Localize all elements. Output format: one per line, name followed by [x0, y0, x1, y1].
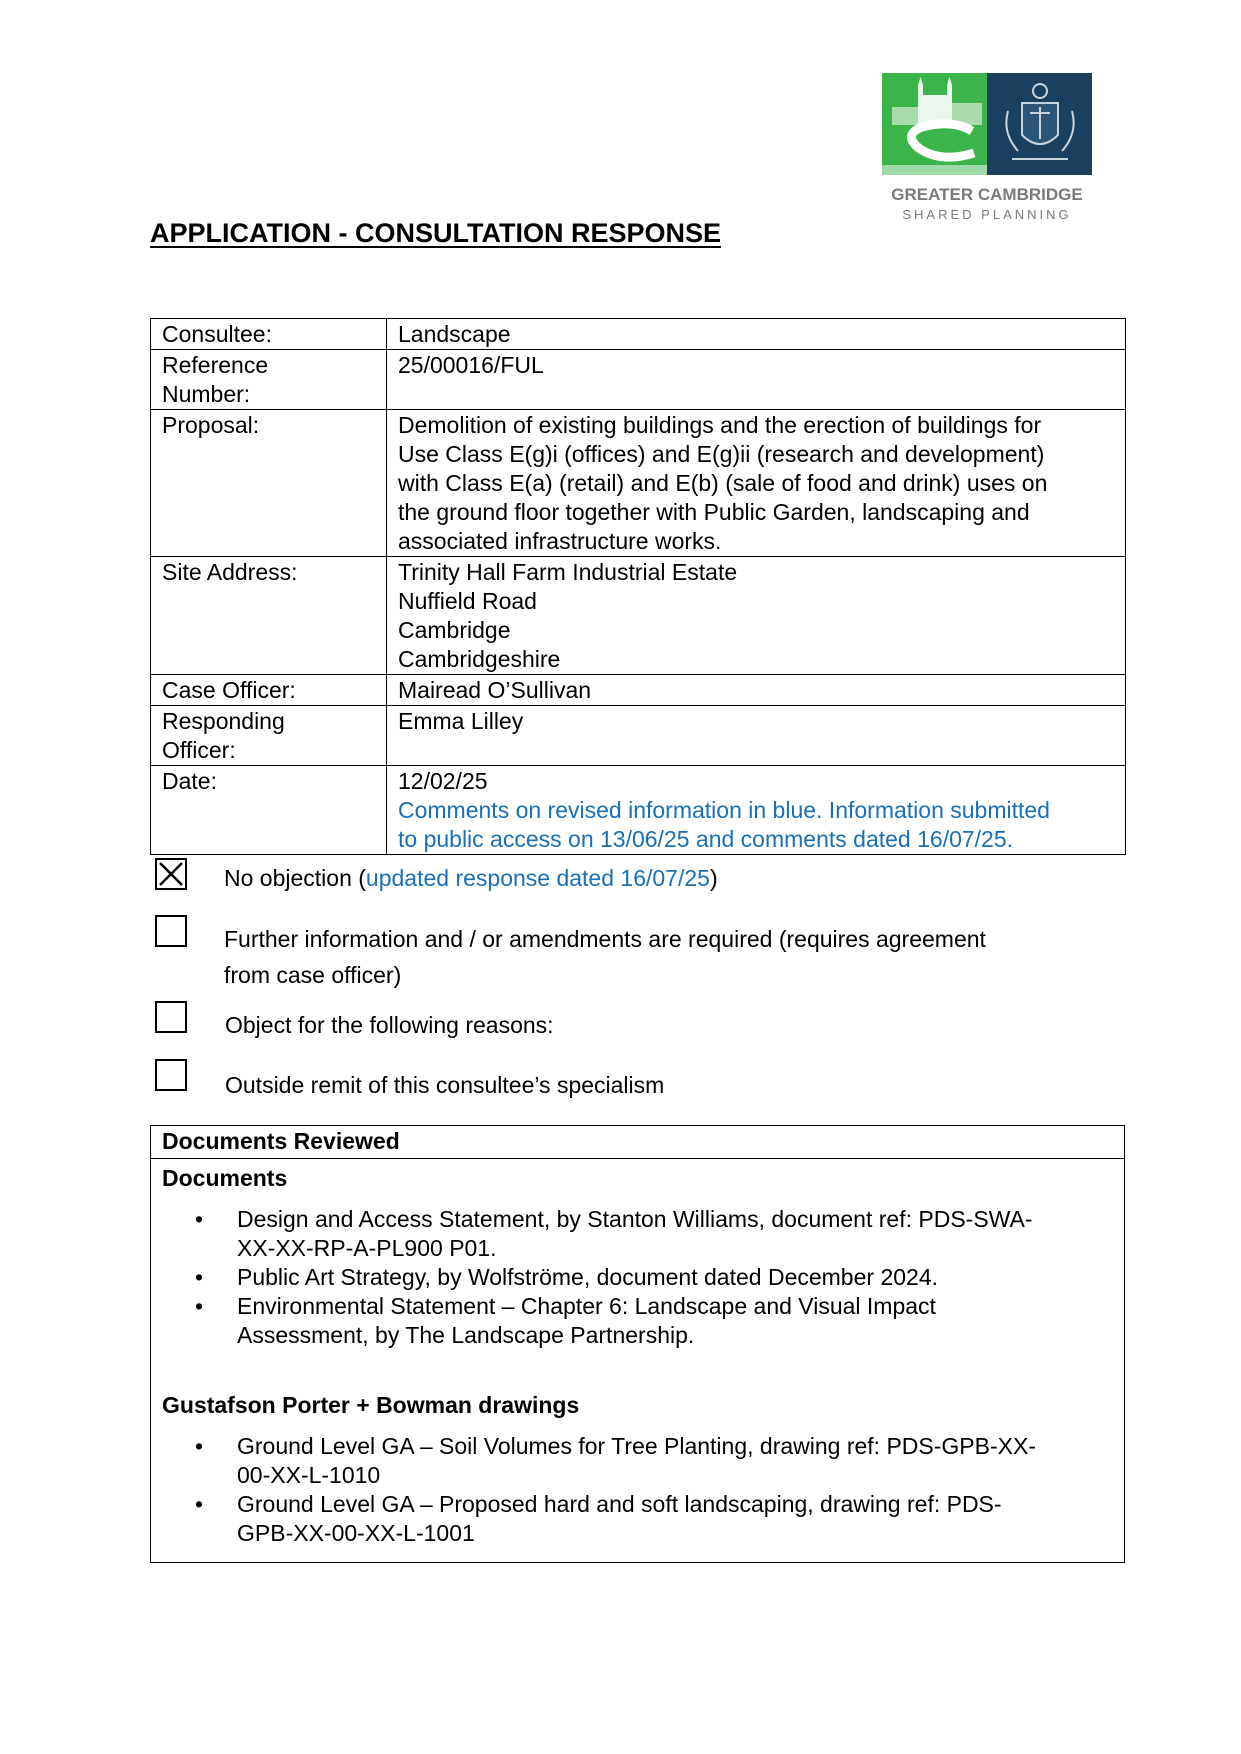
row-value: Demolition of existing buildings and the erection of buildings for Use Class E(g)i (offices) and E(g)ii (research and development) with Class E(a) (retail) and E(b) (sale of food and drink) uses on the ground floor together with Public Garden, landscaping and associated infrastructure works. — [387, 410, 1126, 557]
logo-org-subtitle: SHARED PLANNING — [902, 207, 1072, 222]
list-item: • Environmental Statement – Chapter 6: Landscape and Visual Impact Assessment, by The Landscape Partnership. — [195, 1293, 936, 1348]
drawings-subheading: Gustafson Porter + Bowman drawings — [162, 1392, 580, 1418]
row-value: Trinity Hall Farm Industrial Estate Nuffield Road Cambridge Cambridgeshire — [387, 557, 1126, 675]
row-value: Emma Lilley — [387, 706, 1126, 766]
row-label: Reference Number: — [151, 350, 387, 410]
logo-org-name: GREATER CAMBRIDGE — [891, 185, 1083, 204]
table-row — [151, 319, 1126, 350]
further-info-checkbox[interactable] — [155, 915, 187, 947]
row-label: Proposal: — [151, 410, 387, 557]
revision-note: to public access on 13/06/25 and comments dated 16/07/25. — [398, 826, 1014, 852]
row-label: Site Address: — [151, 557, 387, 675]
consultation-info-table — [150, 318, 1126, 855]
logo-emblem-icon — [882, 73, 1092, 175]
table-row — [151, 410, 1126, 557]
list-item: • Design and Access Statement, by Stanton Williams, document ref: PDS-SWA- XX-XX-RP-A-PL900 P01. — [195, 1206, 1033, 1261]
organisation-logo — [882, 73, 1092, 222]
documents-subheading: Documents — [162, 1165, 288, 1191]
row-label: Case Officer: — [151, 675, 387, 706]
table-row — [151, 350, 1126, 410]
table-row — [151, 766, 1126, 855]
row-label: Date: — [151, 766, 387, 855]
row-label: Consultee: — [151, 319, 387, 350]
drawings-list — [162, 1432, 1113, 1548]
documents-reviewed-heading: Documents Reviewed — [151, 1126, 1124, 1159]
list-item: • Ground Level GA – Proposed hard and soft landscaping, drawing ref: PDS- GPB-XX-00-XX-L-1001 — [195, 1491, 1002, 1546]
table-row — [151, 706, 1126, 766]
page-title: APPLICATION - CONSULTATION RESPONSE — [150, 218, 722, 248]
documents-list — [162, 1205, 1113, 1350]
table-row — [151, 675, 1126, 706]
row-value: Landscape — [387, 319, 1126, 350]
checked-cross-icon — [157, 860, 185, 888]
list-item: • Ground Level GA – Soil Volumes for Tree Planting, drawing ref: PDS-GPB-XX- 00-XX-L-1010 — [195, 1433, 1036, 1488]
updated-response-note: updated response dated 16/07/25 — [365, 865, 710, 891]
row-value: 25/00016/FUL — [387, 350, 1126, 410]
outside-remit-checkbox[interactable] — [155, 1059, 187, 1091]
revision-note: Comments on revised information in blue. Information submitted — [398, 797, 1050, 823]
no-objection-checkbox[interactable] — [155, 858, 187, 890]
row-label: Responding Officer: — [151, 706, 387, 766]
row-value: Mairead O’Sullivan — [387, 675, 1126, 706]
list-item: • Public Art Strategy, by Wolfströme, document dated December 2024. — [195, 1264, 938, 1290]
table-row — [151, 557, 1126, 675]
row-value: 12/02/25 Comments on revised information in blue. Information submitted to public access on 13/06/25 and comments dated 16/07/25. — [387, 766, 1126, 855]
object-checkbox[interactable] — [155, 1001, 187, 1033]
documents-reviewed-box — [150, 1125, 1125, 1563]
